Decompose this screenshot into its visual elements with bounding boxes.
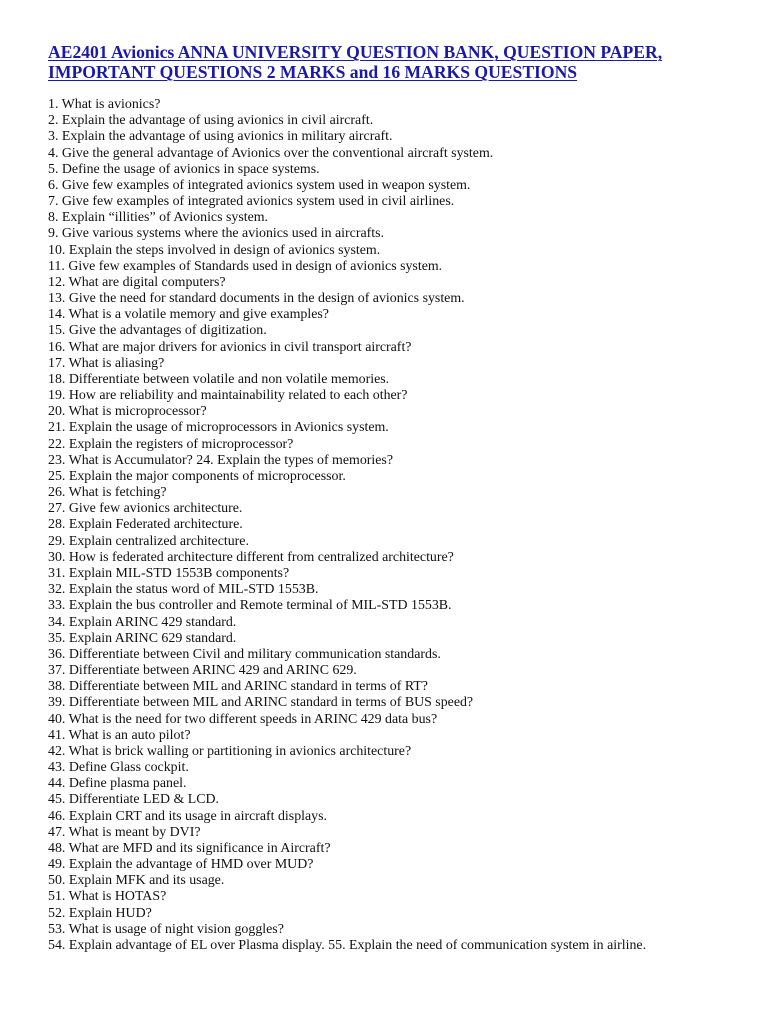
question-item: 50. Explain MFK and its usage.: [48, 873, 225, 889]
question-item: 52. Explain HUD?: [48, 905, 152, 921]
question-item: 37. Differentiate between ARINC 429 and ARINC 629.: [48, 663, 357, 679]
question-item: 15. Give the advantages of digitization.: [48, 323, 267, 339]
question-item: 44. Define plasma panel.: [48, 776, 187, 792]
question-item: 33. Explain the bus controller and Remote terminal of MIL-STD 1553B.: [48, 598, 452, 614]
question-item: 21. Explain the usage of microprocessors in Avionics system.: [48, 420, 389, 436]
question-item: 8. Explain “illities” of Avionics system.: [48, 210, 269, 226]
question-item: 19. How are reliability and maintainability related to each other?: [48, 388, 408, 404]
question-item: 28. Explain Federated architecture.: [48, 517, 243, 533]
question-list: [48, 97, 748, 954]
question-item: 1. What is avionics?: [48, 97, 161, 112]
question-item: 26. What is fetching?: [48, 485, 167, 501]
question-item: 18. Differentiate between volatile and non volatile memories.: [48, 371, 390, 387]
question-item: 13. Give the need for standard documents in the design of avionics system.: [48, 291, 465, 307]
question-item: 30. How is federated architecture different from centralized architecture?: [48, 549, 454, 565]
question-item: 31. Explain MIL-STD 1553B components?: [48, 565, 290, 581]
question-item: 22. Explain the registers of microprocessor?: [48, 436, 294, 452]
question-item: 20. What is microprocessor?: [48, 404, 207, 420]
question-item: 53. What is usage of night vision goggles?: [48, 921, 284, 937]
question-item: 11. Give few examples of Standards used in design of avionics system.: [48, 258, 443, 274]
question-item: 43. Define Glass cockpit.: [48, 760, 189, 776]
question-item: 39. Differentiate between MIL and ARINC standard in terms of BUS speed?: [48, 695, 474, 711]
question-item: 6. Give few examples of integrated avionics system used in weapon system.: [48, 177, 471, 193]
question-item: 49. Explain the advantage of HMD over MUD?: [48, 857, 314, 873]
question-item: 45. Differentiate LED & LCD.: [48, 792, 220, 808]
question-item: 5. Define the usage of avionics in space systems.: [48, 161, 320, 177]
question-item: 14. What is a volatile memory and give examples?: [48, 307, 329, 323]
question-item: 38. Differentiate between MIL and ARINC standard in terms of RT?: [48, 679, 428, 695]
question-item: 23. What is Accumulator? 24. Explain the types of memories?: [48, 452, 393, 468]
question-item: 48. What are MFD and its significance in Aircraft?: [48, 840, 331, 856]
question-item: 47. What is meant by DVI?: [48, 824, 201, 840]
question-item: 46. Explain CRT and its usage in aircraft displays.: [48, 808, 327, 824]
question-item: 35. Explain ARINC 629 standard.: [48, 630, 237, 646]
question-item: 41. What is an auto pilot?: [48, 727, 191, 743]
question-item: 4. Give the general advantage of Avionics over the conventional aircraft system.: [48, 145, 494, 161]
question-item: 40. What is the need for two different speeds in ARINC 429 data bus?: [48, 711, 438, 727]
question-item: 32. Explain the status word of MIL-STD 1553B.: [48, 582, 319, 598]
question-item: 12. What are digital computers?: [48, 274, 226, 290]
question-item: 9. Give various systems where the avionics used in aircrafts.: [48, 226, 384, 242]
question-item: 16. What are major drivers for avionics in civil transport aircraft?: [48, 339, 412, 355]
question-item: 34. Explain ARINC 429 standard.: [48, 614, 237, 630]
question-item: 7. Give few examples of integrated avionics system used in civil airlines.: [48, 194, 455, 210]
document-title-line-2: IMPORTANT QUESTIONS 2 MARKS and 16 MARKS QUESTIONS: [48, 62, 578, 82]
question-item: 17. What is aliasing?: [48, 355, 165, 371]
question-item: 25. Explain the major components of microprocessor.: [48, 468, 346, 484]
document-title-line-1: AE2401 Avionics ANNA UNIVERSITY QUESTION BANK, QUESTION PAPER,: [48, 42, 663, 62]
question-item: 3. Explain the advantage of using avionics in military aircraft.: [48, 129, 393, 145]
question-item: 29. Explain centralized architecture.: [48, 533, 249, 549]
document-title: [48, 42, 748, 82]
question-item: 36. Differentiate between Civil and military communication standards.: [48, 646, 441, 662]
question-item: 51. What is HOTAS?: [48, 889, 167, 905]
question-item: 2. Explain the advantage of using avionics in civil aircraft.: [48, 113, 374, 129]
question-item: 54. Explain advantage of EL over Plasma display. 55. Explain the need of communication system in airline.: [48, 937, 647, 953]
question-item: 42. What is brick walling or partitioning in avionics architecture?: [48, 743, 412, 759]
question-item: 10. Explain the steps involved in design of avionics system.: [48, 242, 381, 258]
question-item: 27. Give few avionics architecture.: [48, 501, 243, 517]
